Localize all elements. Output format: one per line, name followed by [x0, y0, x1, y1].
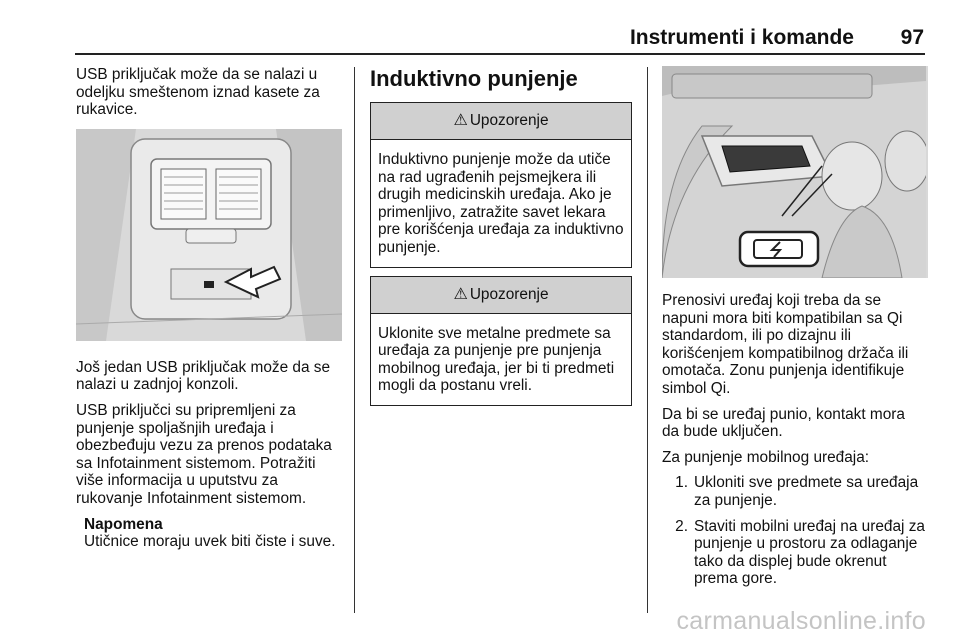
step-text: Staviti mobilni uređaj na uređaj za punjenje u prostoru za odlaganje tako da displej bude okrenut prema gore. [694, 517, 925, 588]
warning-text: Uklonite sve metalne predmete sa uređaja za punjenje pre punjenja mobilnog uređaja, jer bi ti predmeti mogli da postanu vreli. [378, 324, 615, 395]
step-number: 1. [675, 474, 688, 492]
warning-triangle-icon: ⚠ [453, 112, 468, 130]
warning-text: Induktivno punjenje može da utiče na rad ugrađenih pejsmejkera ili drugih medicinskih uređaja. Ako je primenljivo, zatražite savet lekara pre korišćenja uređaja za induktivno punjenje. [378, 151, 624, 256]
charging-steps-list [662, 474, 926, 588]
rear-console-usb-illustration [76, 129, 342, 341]
warning-box [370, 276, 632, 406]
section-title: Induktivno punjenje [370, 66, 578, 91]
step-number: 2. [675, 517, 688, 535]
usb-info-paragraph: USB priključci su pripremljeni za punjenje spoljašnjih uređaja i obezbeđuju vezu za prenos podataka sa Infotainment sistemom. Potražiti više informacija u uputstvu za rukovanje Infotainment sistemom. [76, 401, 332, 507]
note-title: Napomena [84, 515, 163, 533]
warning-triangle-icon: ⚠ [453, 285, 468, 303]
column-divider [647, 67, 648, 613]
column-left [76, 66, 342, 551]
list-item [662, 474, 926, 509]
usb-intro-paragraph: USB priključak može da se nalazi u odeljku smeštenom iznad kasete za rukavice. [76, 66, 320, 119]
column-divider [354, 67, 355, 613]
warning-box [370, 102, 632, 268]
step-text: Ukloniti sve predmete sa uređaja za punjenje. [694, 474, 919, 509]
inductive-charger-illustration [662, 66, 928, 278]
warning-header [371, 103, 631, 140]
ignition-paragraph: Da bi se uređaj punio, kontakt mora da bude uključen. [662, 405, 905, 441]
charging-steps-intro: Za punjenje mobilnog uređaja: [662, 448, 870, 466]
watermark: carmanualsonline.info [676, 607, 926, 635]
note-text: Utičnice moraju uvek biti čiste i suve. [84, 533, 336, 551]
warning-title: Upozorenje [469, 285, 549, 303]
page-number: 97 [900, 26, 924, 49]
warning-header [371, 277, 631, 314]
column-right [662, 66, 926, 596]
header-rule [75, 53, 925, 55]
qi-compat-paragraph: Prenosivi uređaj koji treba da se napuni mora biti kompatibilan sa Qi standardom, ili po dizajnu ili korišćenjem kompatibilnog držača ili omotača. Zonu punjenja identifikuje simbol Qi. [662, 292, 909, 397]
column-middle [370, 66, 632, 414]
list-item [662, 518, 926, 588]
warning-title: Upozorenje [469, 112, 549, 130]
page-header-title: Instrumenti i komande [629, 26, 854, 49]
rear-usb-paragraph: Još jedan USB priključak može da se nalazi u zadnjoj konzoli. [76, 358, 331, 394]
